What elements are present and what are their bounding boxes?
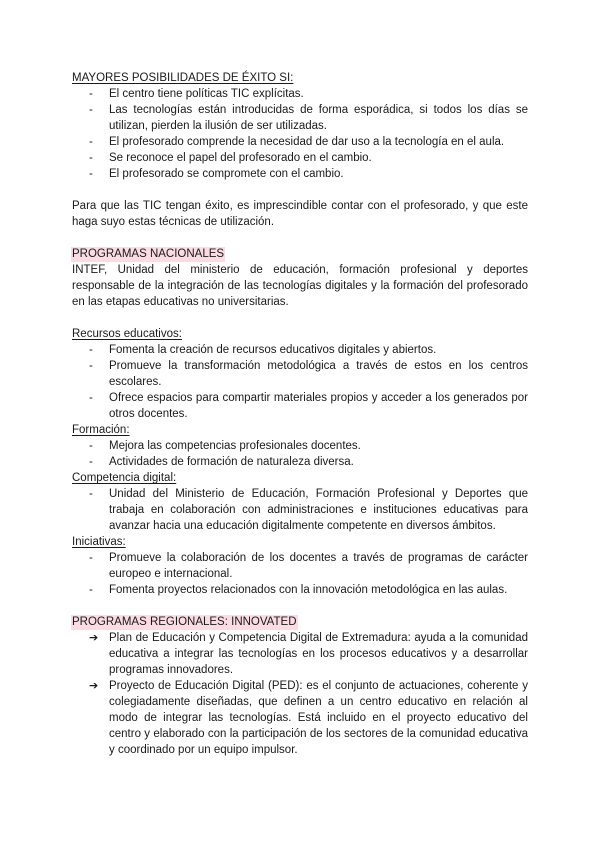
list-item: - Se reconoce el papel del profesorado en el cambio. <box>72 150 528 166</box>
list-item: - Fomenta la creación de recursos educativos digitales y abiertos. <box>72 342 528 358</box>
list-item: - Promueve la colaboración de los docentes a través de programas de carácter europeo e internacional. <box>72 550 528 582</box>
list-item: - Promueve la transformación metodológica a través de estos en los centros escolares. <box>72 358 528 390</box>
regionales-list <box>72 630 528 758</box>
list-item: - Unidad del Ministerio de Educación, Formación Profesional y Deportes que trabaja en colaboración con administraciones e instituciones educativas para avanzar hacia una educación digitalmente competente en diversos ámbitos. <box>72 486 528 534</box>
exito-list <box>72 86 528 182</box>
list-item: ➔ Plan de Educación y Competencia Digital de Extremadura: ayuda a la comunidad educativa a integrar las tecnologías en los procesos educativos y a desarrollar programas innovadores. <box>72 630 528 678</box>
iniciativas-list <box>72 550 528 598</box>
list-item: - El centro tiene políticas TIC explícitas. <box>72 86 528 102</box>
list-item: - Ofrece espacios para compartir materiales propios y acceder a los generados por otros docentes. <box>72 390 528 422</box>
subheading-competencia: Competencia digital: <box>72 472 177 484</box>
list-item: - Las tecnologías están introducidas de forma esporádica, si todos los días se utilizan, pierden la ilusión de ser utilizadas. <box>72 102 528 134</box>
list-item: - El profesorado comprende la necesidad de dar uso a la tecnología en el aula. <box>72 134 528 150</box>
recursos-list <box>72 342 528 422</box>
formacion-list <box>72 438 528 470</box>
section-heading-exito: MAYORES POSIBILIDADES DE ÉXITO SI: <box>72 72 294 84</box>
list-item: - Fomenta proyectos relacionados con la innovación metodológica en las aulas. <box>72 582 528 598</box>
section-heading-regionales: PROGRAMAS REGIONALES: INNOVATED <box>72 616 297 628</box>
list-item: - El profesorado se compromete con el cambio. <box>72 166 528 182</box>
subheading-iniciativas: Iniciativas: <box>72 536 126 548</box>
list-item: - Mejora las competencias profesionales docentes. <box>72 438 528 454</box>
list-item: ➔ Proyecto de Educación Digital (PED): es el conjunto de actuaciones, coherente y colegiadamente diseñadas, que definen a un centro educativo en relación al modo de integrar las tecnologías. Está incluido en el proyecto educativo del centro y elaborado con la participación de los sectores de la comunidad educativa y coordinado por un equipo impulsor. <box>72 678 528 758</box>
intef-paragraph: INTEF, Unidad del ministerio de educación, formación profesional y deportes responsable de la integración de las tecnologías digitales y la formación del profesorado en las etapas educativas no universitarias. <box>72 264 528 308</box>
subheading-recursos: Recursos educativos: <box>72 328 182 340</box>
tic-paragraph: Para que las TIC tengan éxito, es imprescindible contar con el profesorado, y que este haga suyo estas técnicas de utilización. <box>72 200 528 228</box>
subheading-formacion: Formación: <box>72 424 130 436</box>
competencia-list <box>72 486 528 534</box>
list-item: - Actividades de formación de naturaleza diversa. <box>72 454 528 470</box>
section-heading-nacionales: PROGRAMAS NACIONALES <box>72 248 225 260</box>
